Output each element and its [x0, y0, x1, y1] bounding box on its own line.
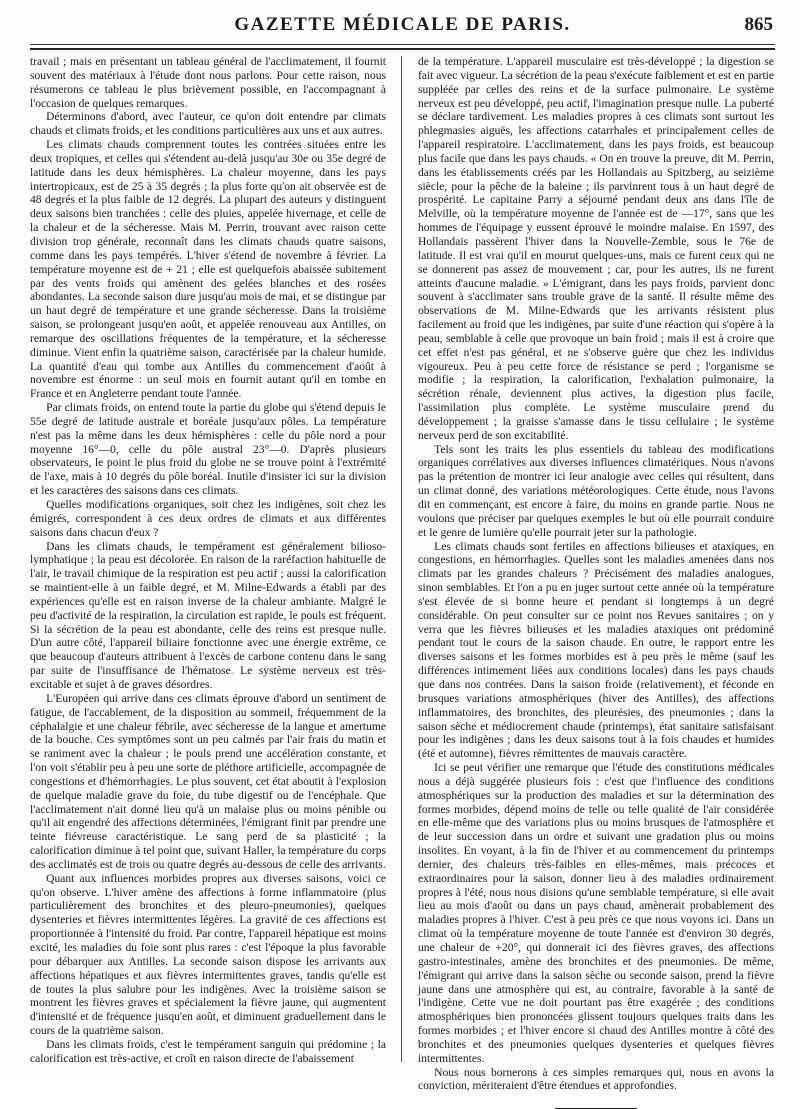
paragraph: Dans les climats chauds, le tempérament est généralement bilioso-lymphatique ; la peau est décolorée. En raison de la raréfaction habituelle de l'air, le travail chimique de la respiration est peu actif ; aussi la calorification se maintient-elle à un faible degré, et M. Milne-Edwards a établi par des expériences qu'elle est en raison inverse de la chaleur ambiante. Malgré le peu d'activité de la respiration, la circulation est rapide, le pouls est fréquent. Si la sécrétion de la peau est abondante, celle des reins est presque nulle. D'un autre côté, l'appareil biliaire fonctionne avec une énergie extrême, ce que beaucoup d'auteurs attribuent à l'excès de carbone contenu dans le sang par suite de l'insuffisance de l'hématose. Le système nerveux est très-excitable et sujet à de graves désordres. — [30, 540, 386, 691]
journal-title: GAZETTE MÉDICALE DE PARIS. — [234, 14, 571, 35]
page-number: 865 — [744, 14, 773, 35]
right-column — [418, 56, 775, 1093]
paragraph: Les climats chauds sont fertiles en affections bilieuses et ataxiques, en congestions, en hémorrhagies. Quelles sont les maladies amenées dans nos climats par les grandes chaleurs ? Précisément des maladies analogues, sinon semblables. Et l'on a pu en juger surtout cette année où la température s'est élevée de si bonne heure et pendant si longtemps à un degré considérable. On peut consulter sur ce point nos Revues sanitaires ; on y verra que les fièvres bilieuses et les maladies ataxiques ont prédominé pendant tout le cours de la saison chaude. En outre, le rapport entre les diverses saisons et les formes morbides est à peu près le même (sauf les différences intimement liées aux conditions locales) dans les pays chauds que dans nos contrées. Dans la saison froide (relativement), et féconde en brusques variations atmosphériques (hiver des Antilles), des affections inflammatoires, des bronchites, des pleurésies, des pneumonies ; dans la saison sèche et médiocrement chaude (printemps), état sanitaire satisfaisant pour les indigènes ; dans les deux saisons tout à la fois chaudes et humides (été et automne), fièvres rémittentes de mauvais caractère. — [418, 540, 774, 761]
paragraph: Nous nous bornerons à ces simples remarques qui, nous en avons la conviction, mériteraient d'être étendues et approfondies. — [418, 1066, 774, 1093]
paragraph: Dans les climats froids, c'est le tempérament sanguin qui prédomine ; la calorification est très-active, et croît en raison directe de l'abaissement — [30, 1038, 386, 1065]
paragraph: travail ; mais en présentant un tableau général de l'acclimatement, il fournit souvent des matériaux à l'étude dont nous parlons. Pour cette raison, nous résumerons ce tableau le plus brièvement possible, en l'accompagnant à l'occasion de quelques remarques. — [30, 56, 386, 110]
column-divider — [401, 56, 402, 1062]
paragraph: Ici se peut vérifier une remarque que l'étude des constitutions médicales nous a déjà suggérée plusieurs fois : c'est que l'influence des conditions atmosphériques sur la production des maladies et sur la détermination des formes morbides, dépend moins de telle ou telle qualité de l'air considérée en elle-même que des variations plus ou moins brusques de l'atmosphère et de leur succession dans un ordre et suivant une gradation plus ou moins insolites. En voyant, à la fin de l'hiver et au commencement du printemps dernier, des chaleurs très-faibles en elles-mêmes, mais précoces et extraordinaires pour la saison, donner lieu à des maladies ordinairement propres à l'été, nous nous disions qu'une semblable température, si elle avait lieu au mois d'août ou dans un pays chaud, amènerait probablement des maladies propres à l'hiver. C'est à peu près ce que nous voyons ici. Dans un climat où la température moyenne de toute l'année est d'environ 30 degrés, une chaleur de +20°, qui donnerait ici des fièvres graves, des affections gastro-intestinales, amène des bronchites et des pneumonies. De même, l'émigrant qui arrive dans la saison sèche ou seconde saison, prend la fièvre jaune dans une atmosphère qui est, au contraire, favorable à la santé de l'indigène. Cette vue ne doit pourtant pas être exagérée ; des conditions atmosphériques bien prononcées glissent toujours quelques traits dans les formes morbides ; et l'hiver encore si chaud des Antilles montre à côté des bronchites et des pneumonies quelques dysenteries et quelques fièvres intermittentes. — [418, 762, 774, 1065]
paragraph: Quant aux influences morbides propres aux diverses saisons, voici ce qu'on observe. L'hiver amène des affections à forme inflammatoire (plus particulièrement des bronchites et des pleuro-pneumonies), quelques dysenteries et fièvres intermittentes légères. La gravité de ces affections est proportionnée à l'intensité du froid. Par contre, l'appareil hépatique est moins excité, les maladies du foie sont plus rares : c'est l'époque la plus favorable pour débarquer aux Antilles. La seconde saison dispose les arrivants aux affections hépatiques et aux fièvres intermittentes graves, tandis qu'elle est de toutes la plus salubre pour les indigènes. Avec la troisième saison se montrent les fièvres graves et spécialement la fièvre jaune, qui augmentent d'intensité et de fréquence jusqu'en août, et diminuent graduellement dans le cours de la quatrième saison. — [30, 872, 386, 1038]
paragraph: Les climats chauds comprennent toutes les contrées situées entre les deux tropiques, et celles qui s'étendent au-delà jusqu'au 30e ou 35e degré de latitude dans les deux hémisphères. La chaleur moyenne, dans les pays intertropicaux, est de 25 à 35 degrés ; la plus forte qu'on ait observée est de 48 degrés et la plus faible de 12 degrés. La plupart des auteurs y distinguent deux saisons bien tranchées : celle des pluies, appelée hivernage, et celle de la chaleur et de la sécheresse. Mais M. Perrin, trouvant avec raison cette division trop générale, reconnaît dans les climats chauds quatre saisons, comme dans les pays tempérés. L'hiver s'étend de novembre à février. La température moyenne est de + 21 ; elle est quelquefois abaissée subitement par des vents froids qui amènent des gelées blanches et des rosées abondantes. La seconde saison dure jusqu'au mois de mai, et se distingue par un haut degré de température et une grande sécheresse. Dans la troisième saison, se prolongeant jusqu'en août, et appelée renouveau aux Antilles, on remarque des oscillations fréquentes de la température, et la sécheresse diminue. Vient enfin la quatrième saison, caractérisée par la chaleur humide. La quantité d'eau qui tombe aux Antilles du commencement d'août à novembre est énorme : un seul mois en fournit autant qu'il en tombe en France et en Angleterre pendant toute l'année. — [30, 139, 386, 401]
paragraph: Par climats froids, on entend toute la partie du globe qui s'étend depuis le 55e degré de latitude australe et boréale jusqu'aux pôles. La température n'est pas la même dans les deux hémisphères : celle du pôle nord a pour moyenne 16°—0, celle du pôle austral 23°—0. D'après plusieurs observateurs, le point le plus froid du globe ne se trouve point à l'extrémité de l'axe, mais à 10 degrés du pôle boréal. Inutile d'insister ici sur la division et les caractères des saisons dans ces climats. — [30, 402, 386, 498]
masthead-rule — [30, 44, 775, 45]
paragraph: L'Européen qui arrive dans ces climats éprouve d'abord un sentiment de fatigue, de l'accablement, de la disposition au sommeil, fréquemment de la céphalalgie et une chaleur fébrile, avec sécheresse de la langue et amertume de la bouche. Ces symptômes sont un peu calmés par l'air frais du matin et se raniment avec la chaleur ; le pouls prend une accélération constante, et l'on voit s'établir peu à peu une sorte de pléthore artificielle, accompagnée de congestions et d'hémorrhagies. Le plus souvent, cet état aboutit à l'explosion de quelque maladie grave du foie, du tube digestif ou de l'encéphale. Que l'acclimatement n'ait donné lieu qu'à un malaise plus ou moins pénible ou qu'il ait engendré des affections déterminées, l'émigrant finit par prendre une teinte fiévreuse caractéristique. Le sang perd de sa plasticité ; la calorification diminue à tel point que, suivant Haller, la température du corps des acclimatés est de trois ou quatre degrés au-dessous de celle des arrivants. — [30, 692, 386, 871]
paragraph: Déterminons d'abord, avec l'auteur, ce qu'on doit entendre par climats chauds et climats froids, et les conditions particulières aux uns et aux autres. — [30, 111, 386, 138]
paragraph: Tels sont les traits les plus essentiels du tableau des modifications organiques corrélatives aux diverses influences climatériques. Nous n'avons pas la prétention de montrer ici leur analogie avec celles qui résultent, dans un climat donné, des variations météorologiques. Cette étude, nous l'avons dit en commençant, est encore à faire, du moins en grande partie. Nous ne voulons que préciser par quelques exemples le but où elle pourrait conduire et le genre de lumière qu'elle pourrait jeter sur la pathologie. — [418, 443, 774, 539]
paragraph: Quelles modifications organiques, soit chez les indigènes, soit chez les émigrés, correspondent à ces deux ordres de climats et aux différentes saisons dans chacun d'eux ? — [30, 499, 386, 539]
left-column — [30, 56, 386, 1064]
masthead — [30, 0, 775, 50]
paragraph: de la température. L'appareil musculaire est très-développé ; la digestion se fait avec vigueur. La sécrétion de la peau s'exécute faiblement et est en partie suppléée par celles des reins et de la surface pulmonaire. Le système nerveux est peu développé, peu actif, l'imagination presque nulle. La puberté se déclare tardivement. Les maladies propres à ces climats sont surtout les phlegmasies aiguës, les affections catarrhales et principalement celles de l'appareil respiratoire. L'acclimatement, dans les pays froids, est beaucoup plus facile que dans les pays chauds. « On en trouve la preuve, dit M. Perrin, dans les établissements créés par les Hollandais au Spitzberg, au seizième siècle, pour la pêche de la baleine ; ils parvinrent tous à un haut degré de prospérité. Le capitaine Parry a séjourné pendant deux ans dans l'île de Melville, où la température moyenne de l'année est de —17°, sans que les hommes de l'équipage y eussent éprouvé le moindre malaise. En 1597, des Hollandais passèrent l'hiver dans la Nouvelle-Zemble, sous le 76e de latitude. Il est vrai qu'il en mourut quelques-uns, mais ce furent ceux qui ne se donnerent pas assez de mouvement ; car, pour les autres, ils ne furent atteints d'aucune maladie. » L'émigrant, dans les pays froids, parvient donc souvent à s'acclimater sans trouble grave de la santé. Il résulte même des observations de M. Milne-Edwards que les arrivants résistent plus facilement au froid que les indigènes, par suite d'une réaction qui s'opère à la peau, semblable à celle que provoque un bain froid ; mais il est à croire que cet effet n'est pas général, et ne s'observe guère que chez les individus vigoureux. Peu à peu cette force de résistance se perd ; l'organisme se modifie ; la respiration, la calorification, l'exhalation pulmonaire, la sécrétion rénale, deviennent plus actives, la digestion plus facile, l'assimilation plus complète. Le système musculaire prend du développement ; la graisse s'amasse dans le tissu cellulaire ; le système nerveux perd de son excitabilité. — [418, 56, 775, 442]
